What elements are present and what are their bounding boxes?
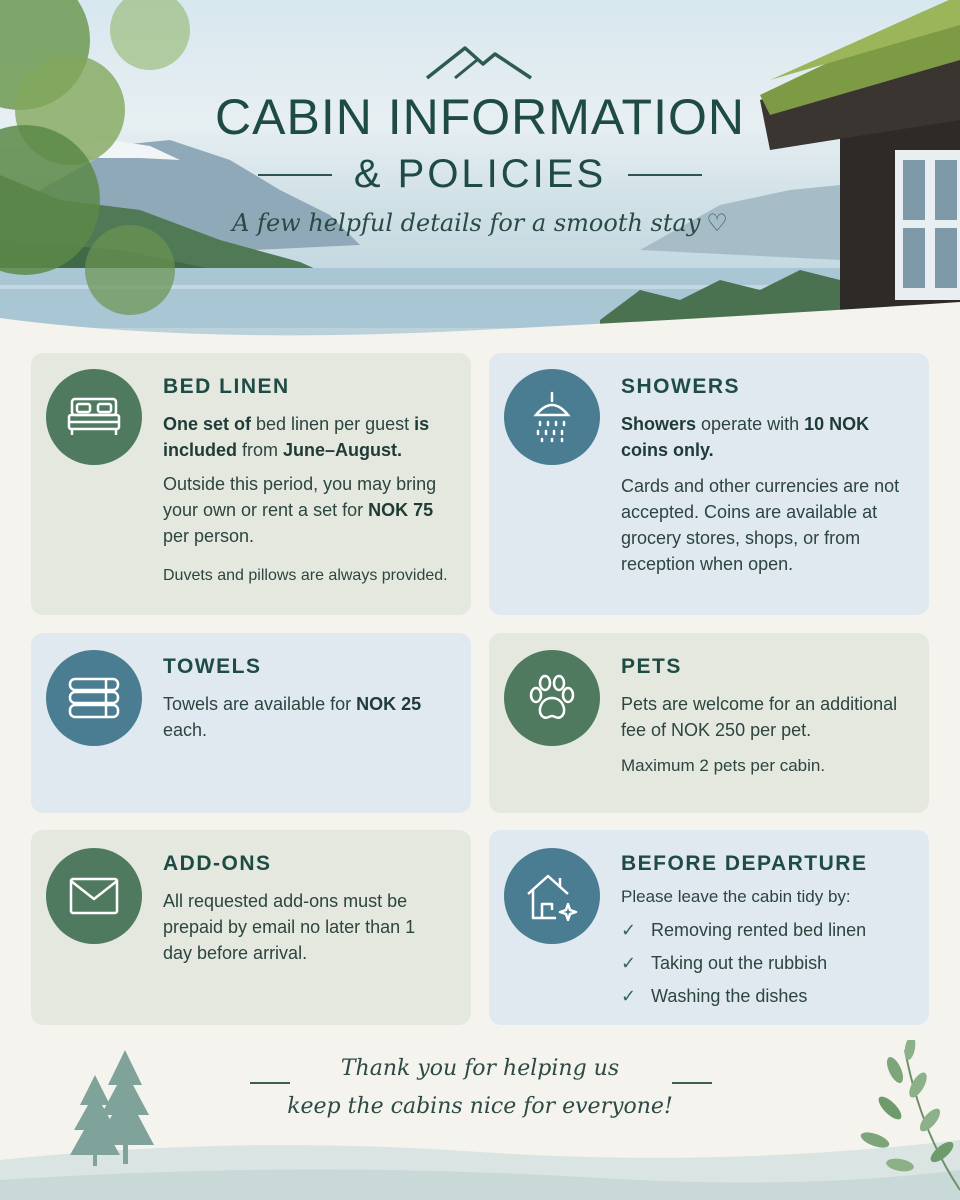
bed-icon (66, 395, 122, 439)
towels-icon-circle (46, 650, 142, 746)
house-sparkle-icon (524, 870, 580, 922)
departure-title: BEFORE DEPARTURE (621, 852, 868, 875)
title-rule-left (258, 174, 332, 176)
envelope-icon (69, 876, 119, 916)
towels-icon (66, 676, 122, 720)
bed-linen-rental: Outside this period, you may bring your own or rent a set for NOK 75 per person. (163, 474, 437, 546)
bed-linen-card (31, 353, 471, 615)
towels-price: Towels are available for NOK 25 each. (163, 694, 422, 740)
check-icon: ✓ (621, 986, 637, 1006)
bed-linen-included: One set of bed linen per guest is included from June–August. (163, 414, 430, 460)
envelope-icon-circle (46, 848, 142, 944)
pets-card (489, 633, 929, 813)
pets-maximum: Maximum 2 pets per cabin. (621, 756, 826, 775)
bed-linen-note: Duvets and pillows are always provided. (163, 567, 448, 584)
towels-title: TOWELS (163, 655, 262, 678)
showers-coins: Showers operate with 10 NOK coins only. (621, 414, 870, 460)
showers-title: SHOWERS (621, 375, 741, 398)
shower-icon-circle (504, 369, 600, 465)
departure-intro: Please leave the cabin tidy by: (621, 887, 851, 906)
departure-checklist (621, 914, 909, 1013)
towels-card (31, 633, 471, 813)
paw-icon-circle (504, 650, 600, 746)
paw-icon (527, 673, 577, 723)
bed-linen-title: BED LINEN (163, 375, 290, 398)
mountain-logo-icon (425, 40, 535, 80)
hero-banner (0, 0, 960, 345)
thank-you-line-1: Thank you for helping us (340, 1056, 620, 1081)
thank-you-message (0, 1050, 960, 1126)
addons-title: ADD-ONS (163, 852, 272, 875)
check-icon: ✓ (621, 920, 637, 940)
addons-details: All requested add-ons must be prepaid by email no later than 1 day before arrival. (163, 891, 416, 963)
checklist-item: ✓ Taking out the rubbish (621, 947, 909, 980)
shower-icon (528, 391, 576, 443)
title-rule-right (628, 174, 702, 176)
addons-card (31, 830, 471, 1025)
hero-wave-divider (0, 300, 960, 350)
page-title-secondary: & POLICIES (353, 152, 607, 196)
showers-card (489, 353, 929, 615)
departure-card (489, 830, 929, 1025)
check-icon: ✓ (621, 953, 637, 973)
page-subtitle (0, 209, 960, 237)
subtitle-text: A few helpful details for a smooth stay (232, 209, 701, 237)
page-title: CABIN INFORMATION (215, 89, 745, 145)
heart-outline-icon: ♡ (706, 209, 728, 237)
bed-icon-circle (46, 369, 142, 465)
pets-fee: Pets are welcome for an additional fee of NOK 250 per pet. (621, 694, 898, 740)
showers-details: Cards and other currencies are not accepted. Coins are available at grocery stores, shops, or from reception when open. (621, 476, 900, 574)
house-icon-circle (504, 848, 600, 944)
pets-title: PETS (621, 655, 682, 678)
thank-you-line-2: keep the cabins nice for everyone! (287, 1094, 673, 1119)
checklist-item: ✓ Removing rented bed linen (621, 914, 909, 947)
checklist-item: ✓ Washing the dishes (621, 980, 909, 1013)
